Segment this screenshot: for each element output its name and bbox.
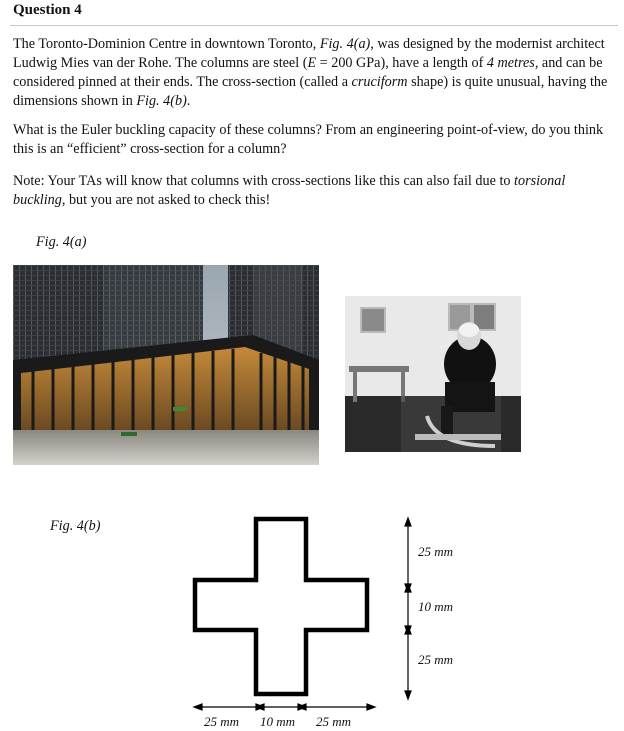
dim-web-thickness-horizontal: 10 mm [260,714,296,729]
p1-text-6: . [186,93,191,109]
mies-van-der-rohe-portrait [345,296,521,452]
p1-text-3: = 200 GPa), have a length of [316,55,487,71]
note-torsional-term: torsional buckling [13,173,566,208]
p1-text-1: The Toronto-Dominion Centre in downtown Toronto, [13,36,320,52]
vertical-dimension-line [405,518,411,699]
td-centre-building-photo [13,265,319,465]
cruciform-outline [195,519,367,694]
figure-4a-label: Fig. 4(a) [36,234,87,250]
note-paragraph [13,172,613,210]
heading-divider [10,25,618,26]
figure-4b-label: Fig. 4(b) [50,518,101,534]
horizontal-dimension-line [194,704,375,710]
p1-text-4: , and can be considered pinned at their ends. The cross-section (called a [13,55,603,90]
p1-fig-ref-a: Fig. 4(a) [319,36,371,52]
dim-right-arm: 25 mm [316,714,352,729]
problem-statement [13,35,613,111]
p1-cruciform-term: cruciform [351,74,408,90]
dim-bottom-arm: 25 mm [418,652,454,667]
note-text-2: , but you are not asked to check this! [61,192,271,208]
question-prompt: What is the Euler buckling capacity of these columns? From an engineering point-of-view, do you think this is an “efficient” cross-section for a column? [13,122,604,157]
cruciform-cross-section-diagram [180,508,460,730]
dim-web-thickness-vertical: 10 mm [418,599,454,614]
p1-fig-ref-b: Fig. 4(b) [136,93,187,109]
p1-modulus-symbol: E [307,55,317,71]
dim-top-arm: 25 mm [418,544,454,559]
note-text-1: Note: Your TAs will know that columns with cross-sections like this can also fail due to [13,173,515,189]
p1-text-5: shape) is quite unusual, having the dimensions shown in [13,74,608,109]
p1-text-2: , was designed by the modernist architect Ludwig Mies van der Rohe. The columns are steel ( [13,36,605,71]
dim-left-arm: 25 mm [204,714,240,729]
p1-length-value: 4 metres [486,55,535,71]
question-heading: Question 4 [13,2,82,18]
